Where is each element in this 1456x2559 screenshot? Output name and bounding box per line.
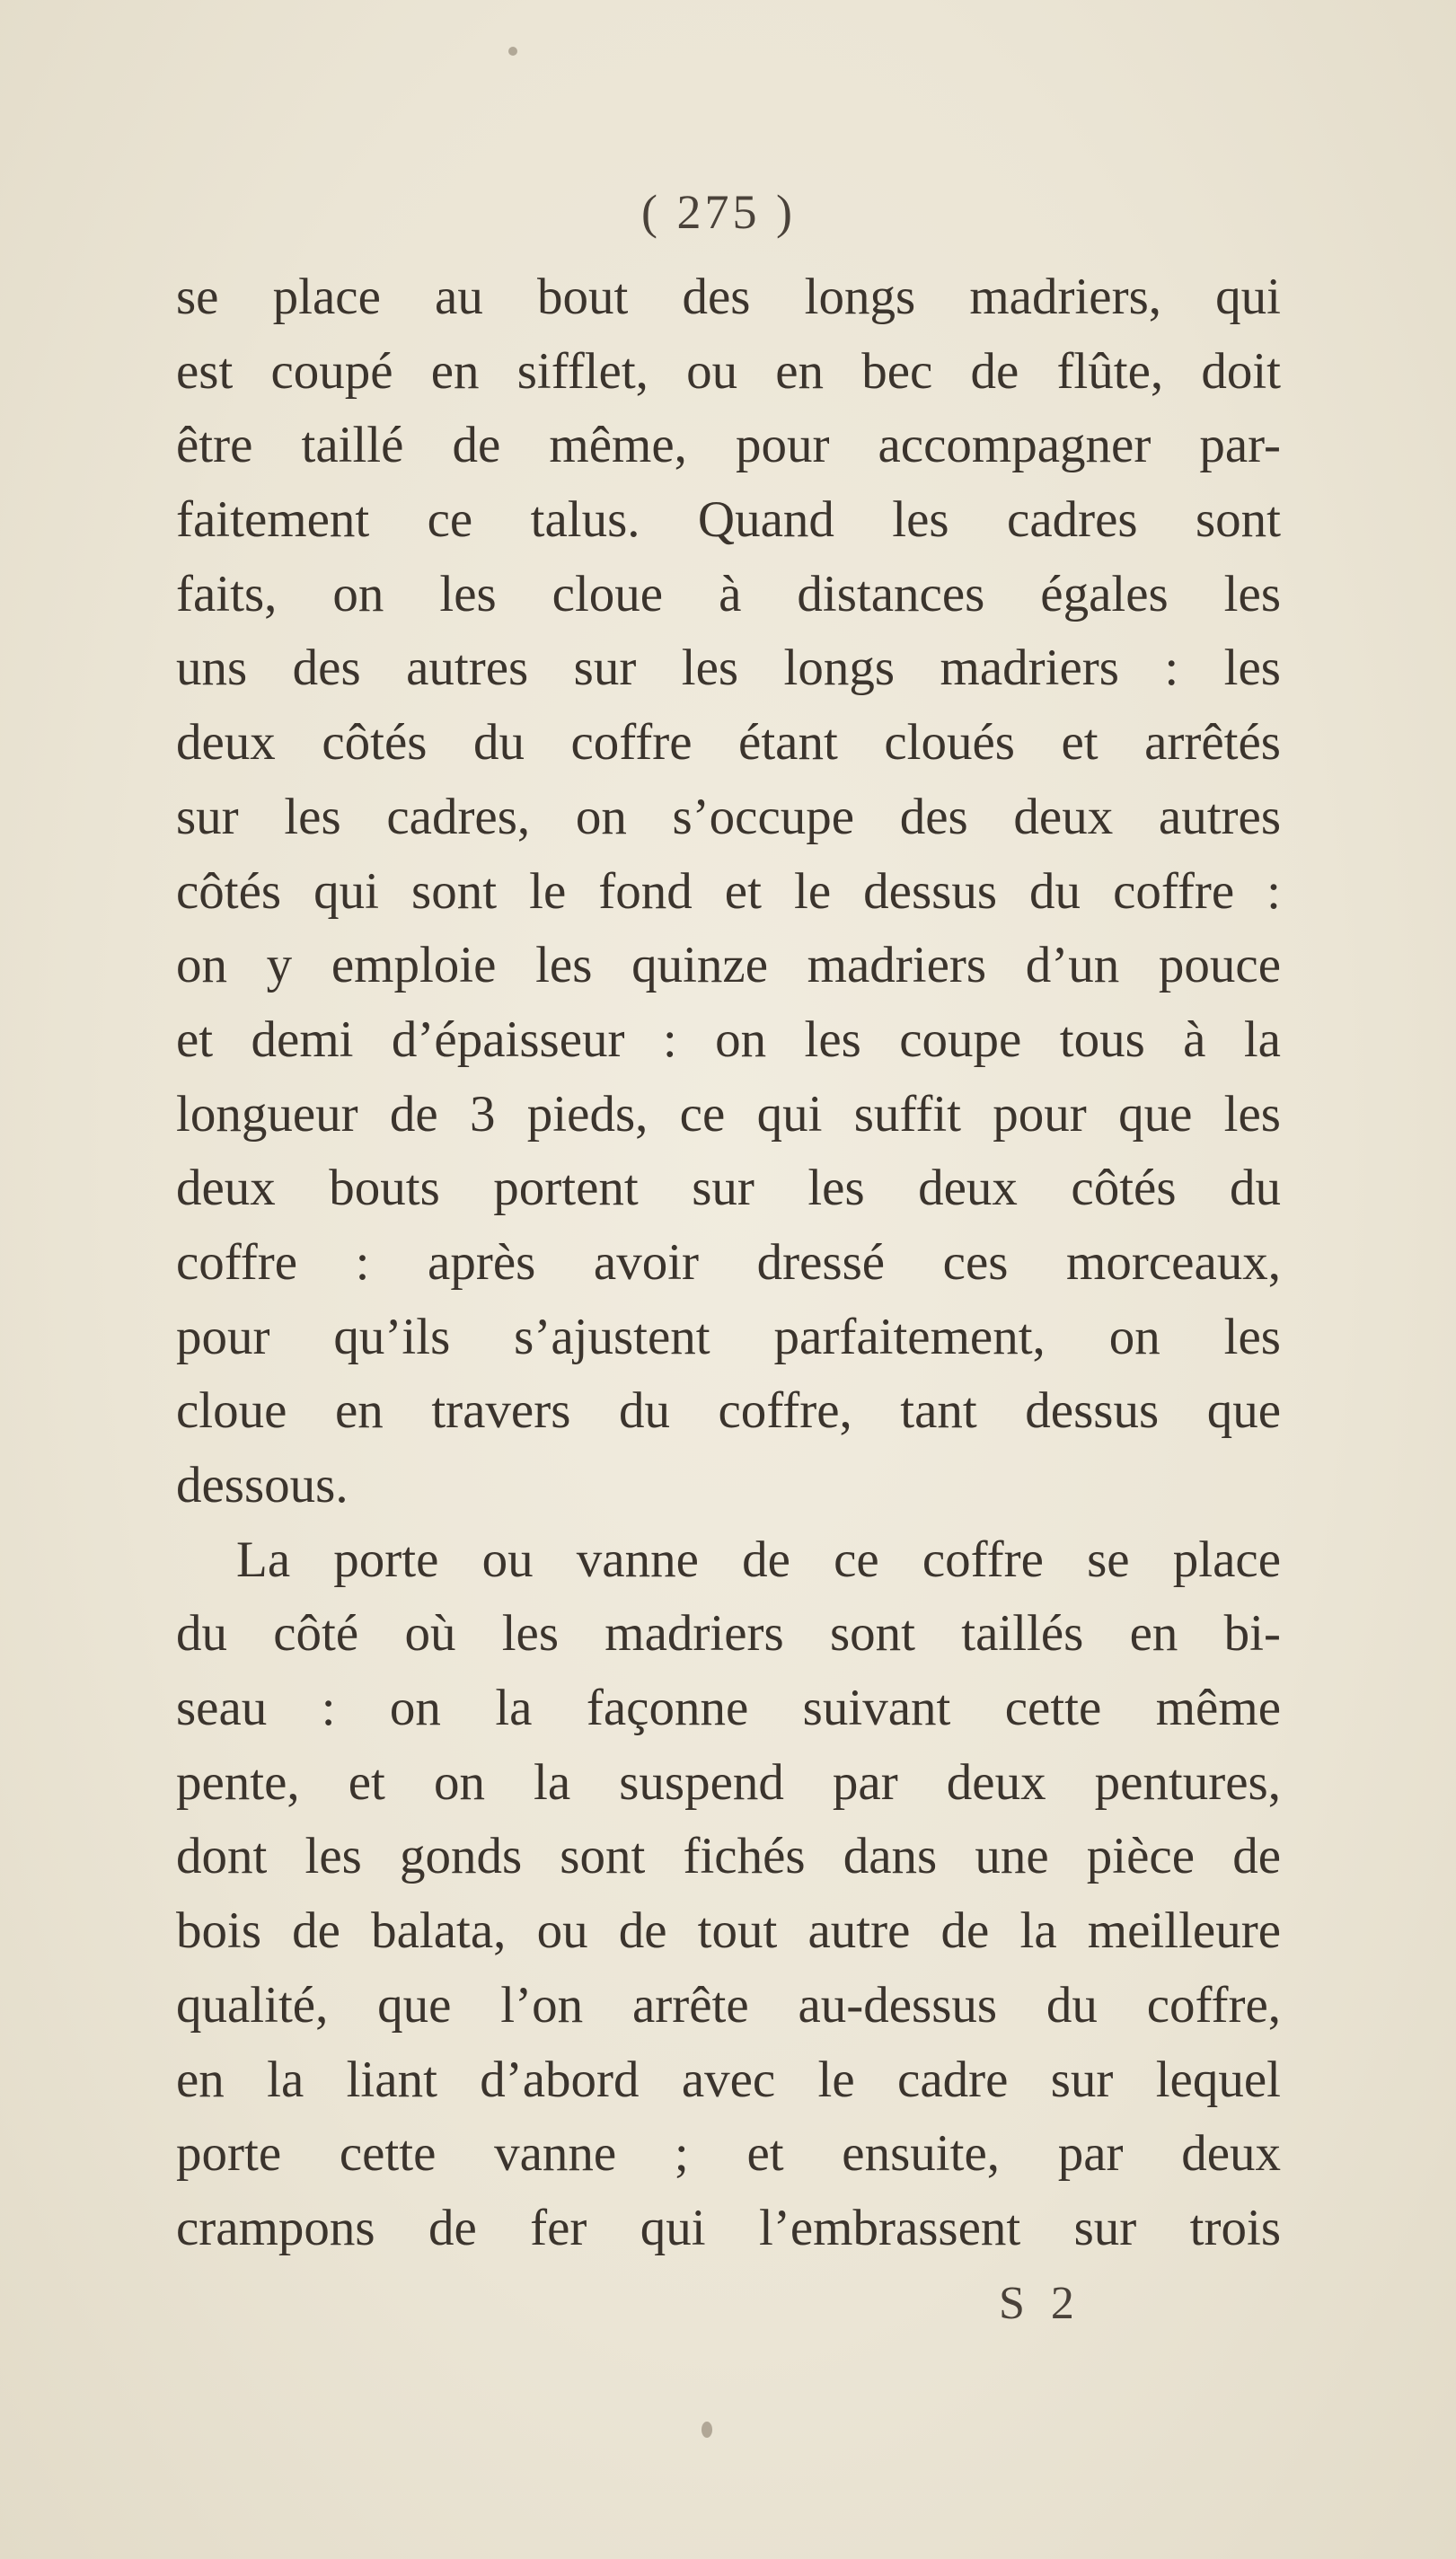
text-line: faitement ce talus. Quand les cadres sont [176,491,1281,549]
text-line: crampons de fer qui l’embrassent sur trois [176,2199,1281,2256]
text-line: deux côtés du coffre étant cloués et arrêtés [176,714,1281,772]
text-line: dessous. [176,1457,349,1513]
text-line: dont les gonds sont fichés dans une pièce de [176,1828,1281,1885]
signature-mark: S 2 [999,2278,1081,2329]
text-line: longueur de 3 pieds, ce qui suffit pour que les [176,1085,1281,1143]
ink-spot [508,47,517,56]
text-line: faits, on les cloue à distances égales les [176,565,1281,622]
text-line: être taillé de même, pour accompagner par- [176,417,1281,474]
text-line: sur les cadres, on s’occupe des deux autres [176,788,1281,845]
text-line: uns des autres sur les longs madriers : les [176,640,1281,697]
text-line: en la liant d’abord avec le cadre sur lequel [176,2051,1281,2108]
body-text [176,260,1281,2266]
text-line: côtés qui sont le fond et le dessus du coffre : [176,862,1281,920]
text-line: bois de balata, ou de tout autre de la meilleure [176,1902,1281,1960]
ink-spot [702,2422,712,2438]
text-line: deux bouts portent sur les deux côtés du [176,1160,1281,1217]
text-line: et demi d’épaisseur : on les coupe tous à la [176,1010,1281,1068]
text-line: pente, et on la suspend par deux pentures, [176,1753,1281,1811]
text-line: du côté où les madriers sont taillés en bi- [176,1605,1281,1663]
text-line: porte cette vanne ; et ensuite, par deux [176,2125,1281,2183]
text-line: cloue en travers du coffre, tant dessus que [176,1382,1281,1440]
page-number: ( 275 ) [641,185,796,239]
text-line: est coupé en sifflet, ou en bec de flûte, doit [176,342,1281,400]
text-line: on y emploie les quinze madriers d’un pouce [176,937,1281,994]
paragraph-start-line: La porte ou vanne de ce coffre se place [236,1531,1281,1588]
text-line: qualité, que l’on arrête au-dessus du coffre, [176,1976,1281,2034]
text-line: se place au bout des longs madriers, qui [176,269,1281,325]
text-line: coffre : après avoir dressé ces morceaux, [176,1233,1281,1291]
text-line: seau : on la façonne suivant cette même [176,1680,1281,1737]
text-line: pour qu’ils s’ajustent parfaitement, on les [176,1308,1281,1365]
